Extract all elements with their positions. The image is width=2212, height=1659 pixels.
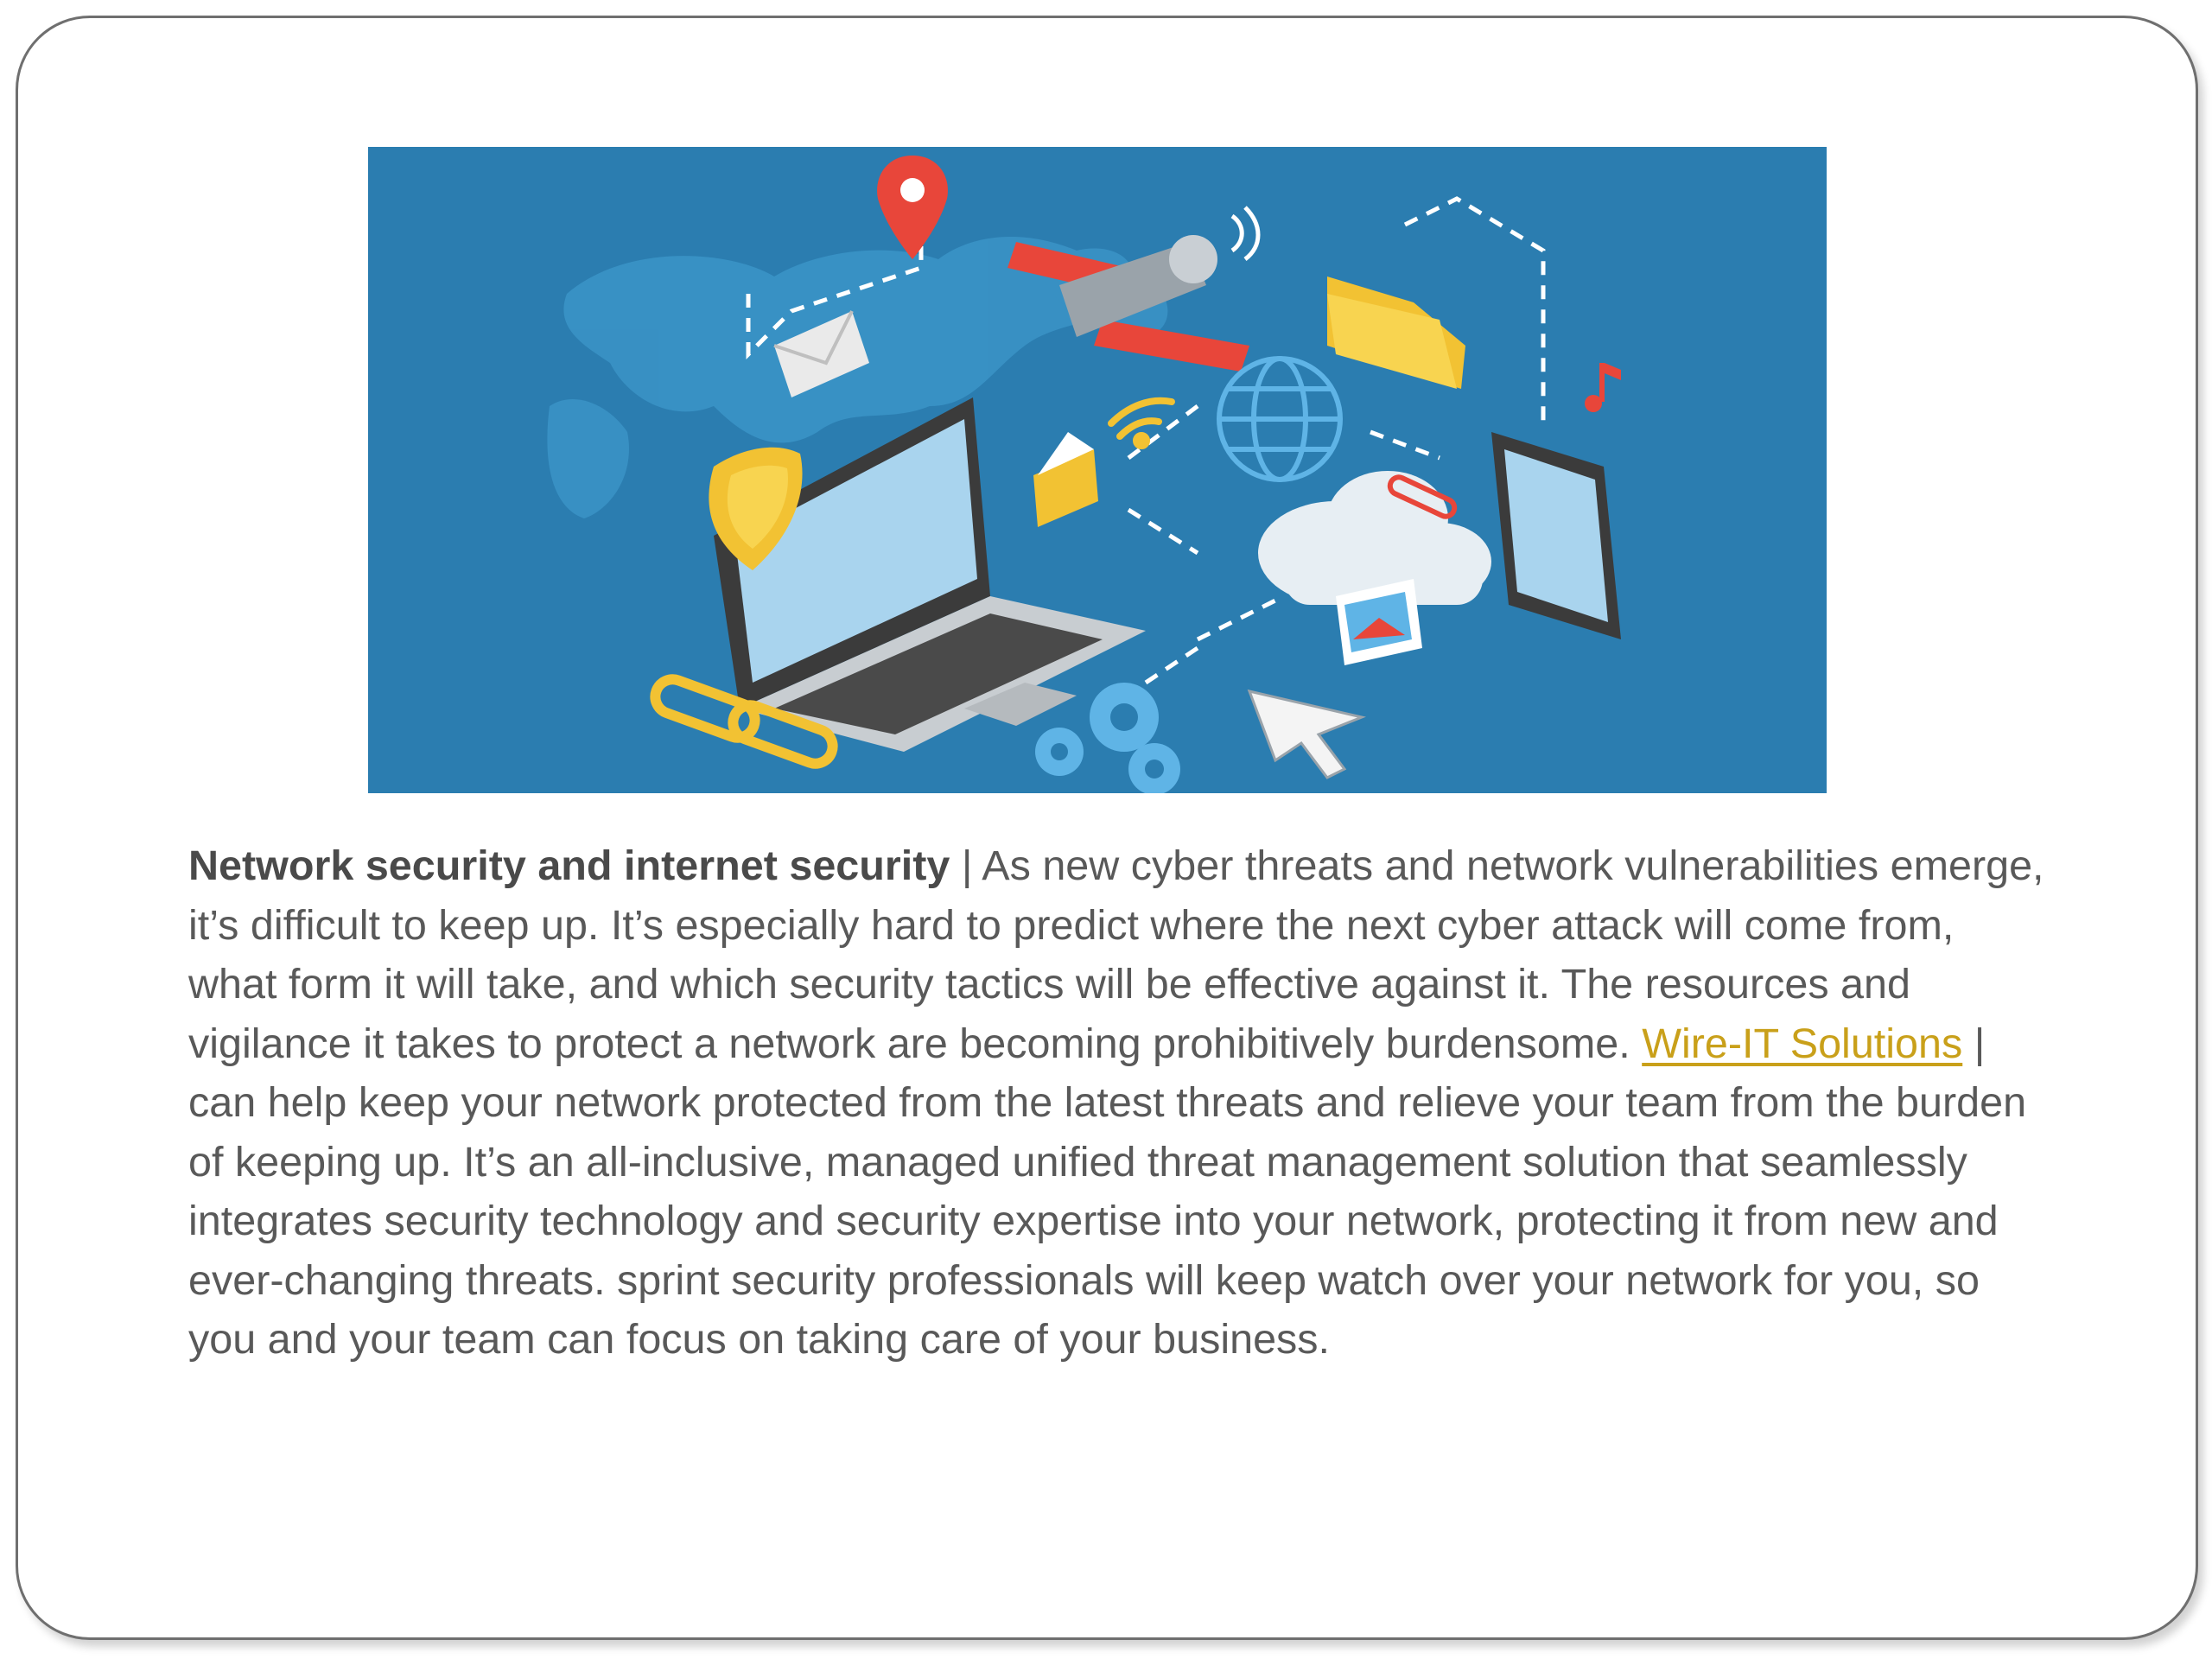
- folder-icon: [1327, 276, 1465, 389]
- article-heading: Network security and internet security: [188, 842, 950, 889]
- tablet-icon: [1491, 432, 1621, 639]
- cursor-icon: [1249, 691, 1362, 778]
- cloud-icon: [1258, 471, 1491, 605]
- separator-2: |: [1962, 1020, 1986, 1067]
- wire-it-solutions-link[interactable]: Wire-IT Solutions: [1642, 1020, 1963, 1067]
- network-security-illustration: [368, 147, 1827, 793]
- globe-icon: [1219, 359, 1340, 480]
- email-icon: [1033, 432, 1098, 527]
- music-note-icon: [1585, 363, 1621, 412]
- separator: |: [950, 842, 982, 889]
- location-pin-icon: [877, 156, 948, 259]
- wifi-icon: [1111, 401, 1172, 446]
- article-body: can help keep your network protected from the latest threats and relieve your team from the burden of keeping up. It’s an all-inclusive, managed unified threat management solution that seamlessly integrates security technology and security expertise into your network, protecting it from new and ever-changing threats. sprint security professionals will keep watch over your network for you, so you and your team can focus on taking care of your business.: [188, 1079, 2027, 1363]
- article-paragraph: [188, 836, 2046, 1370]
- article-intro: As new cyber threats and network vulnerabilities emerge, it’s difficult to keep up. It’s especially hard to predict where the next cyber attack will come from, what form it will take, and which security tactics will be effective against it. The resources and vigilance it takes to protect a network are becoming prohibitively burdensome.: [188, 842, 2044, 1067]
